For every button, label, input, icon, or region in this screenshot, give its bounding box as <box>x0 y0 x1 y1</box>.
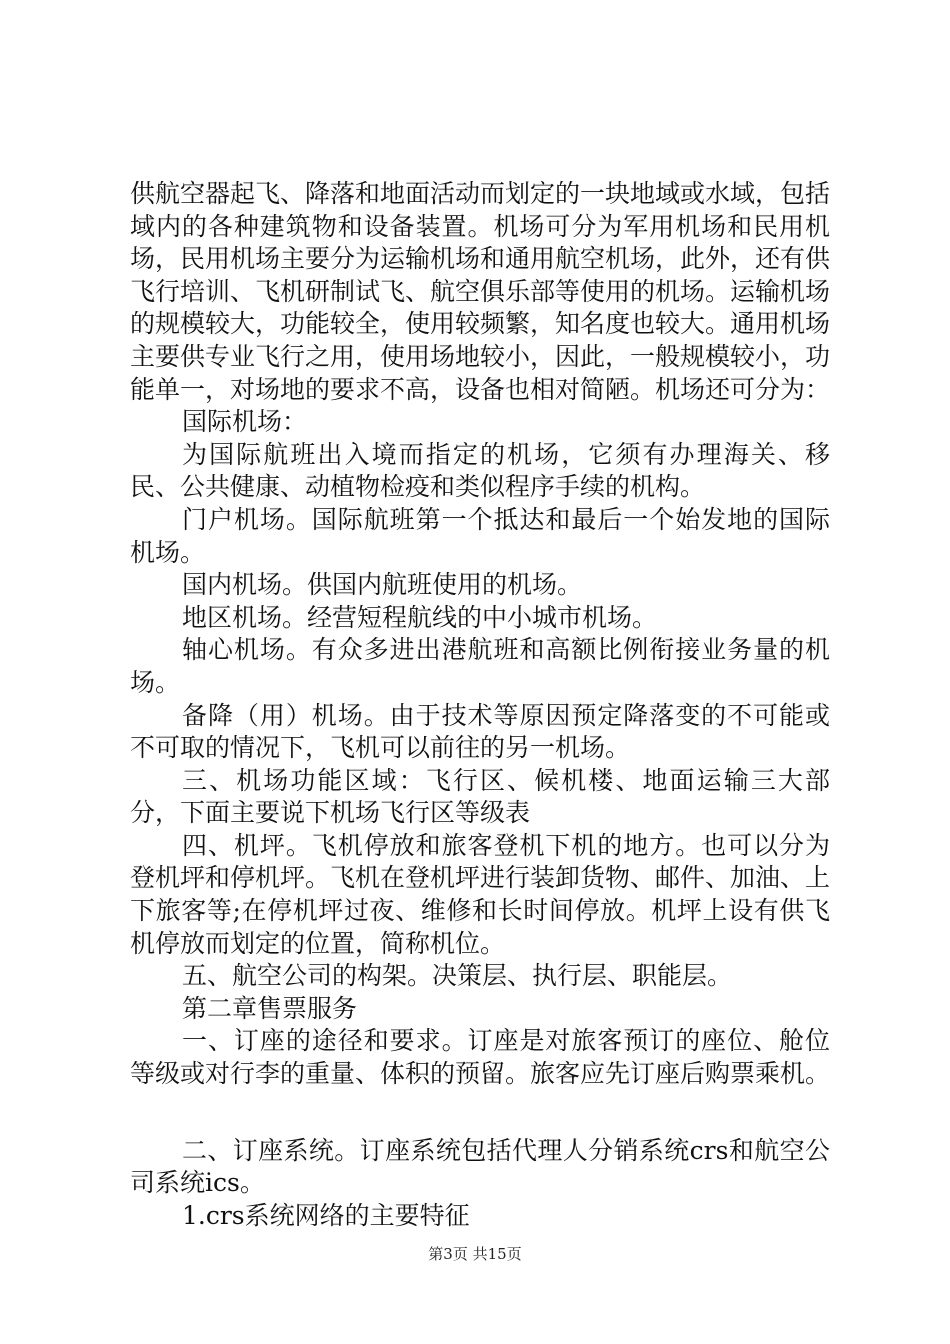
chapter-heading: 第二章售票服务 <box>182 993 358 1023</box>
paragraph-booking-system: 二、订座系统。订座系统包括代理人分销系统crs和航空公司系统ics。 <box>130 1135 830 1198</box>
paragraph-booking-requirements: 一、订座的途径和要求。订座是对旅客预订的座位、舱位等级或对行李的重量、体积的预留。旅客应先订座后购票乘机。 <box>130 1026 831 1089</box>
paragraph-functional-areas: 三、机场功能区域：飞行区、候机楼、地面运输三大部分，下面主要说下机场飞行区等级表 <box>130 765 830 828</box>
paragraph-crs-features: 1.crs系统网络的主要特征 <box>182 1200 470 1230</box>
paragraph-gateway-airport: 门户机场。国际航班第一个抵达和最后一个始发地的国际机场。 <box>130 504 830 567</box>
paragraph-regional-airport: 地区机场。经营短程航线的中小城市机场。 <box>182 602 658 632</box>
paragraph-alternate-airport: 备降（用）机场。由于技术等原因预定降落变的不可能或不可取的情况下，飞机可以前往的另一机场。 <box>130 700 830 763</box>
document-body <box>130 178 830 1232</box>
paragraph-international-airport-heading: 国际机场： <box>182 407 308 437</box>
paragraph-domestic-airport: 国内机场。供国内航班使用的机场。 <box>182 570 583 600</box>
paragraph-international-airport-desc: 为国际航班出入境而指定的机场，它须有办理海关、移民、公共健康、动植物检疫和类似程序手续的机构。 <box>130 439 830 502</box>
page-footer: 第3页 共15页 <box>428 1245 522 1263</box>
paragraph-apron: 四、机坪。飞机停放和旅客登机下机的地方。也可以分为登机坪和停机坪。飞机在登机坪进行装卸货物、邮件、加油、上下旅客等;在停机坪过夜、维修和长时间停放。机坪上设有供飞机停放而划定的位置，简称机位。 <box>130 830 831 958</box>
paragraph-airline-structure: 五、航空公司的构架。决策层、执行层、职能层。 <box>182 961 733 991</box>
paragraph-hub-airport: 轴心机场。有众多进出港航班和高额比例衔接业务量的机场。 <box>130 635 830 697</box>
paragraph-airport-definition: 供航空器起飞、降落和地面活动而划定的一块地域或水域，包括域内的各种建筑物和设备装置。机场可分为军用机场和民用机场，民用机场主要分为运输机场和通用航空机场，此外，还有供飞行培训、飞机研制试飞、航空俱乐部等使用的机场。运输机场的规模较大，功能较全，使用较频繁，知名度也较大。通用机场主要供专业飞行之用，使用场地较小，因此，一般规模较小，功能单一，对场地的要求不高，设备也相对简陋。机场还可分为： <box>130 179 831 404</box>
blank-line <box>130 1091 830 1135</box>
